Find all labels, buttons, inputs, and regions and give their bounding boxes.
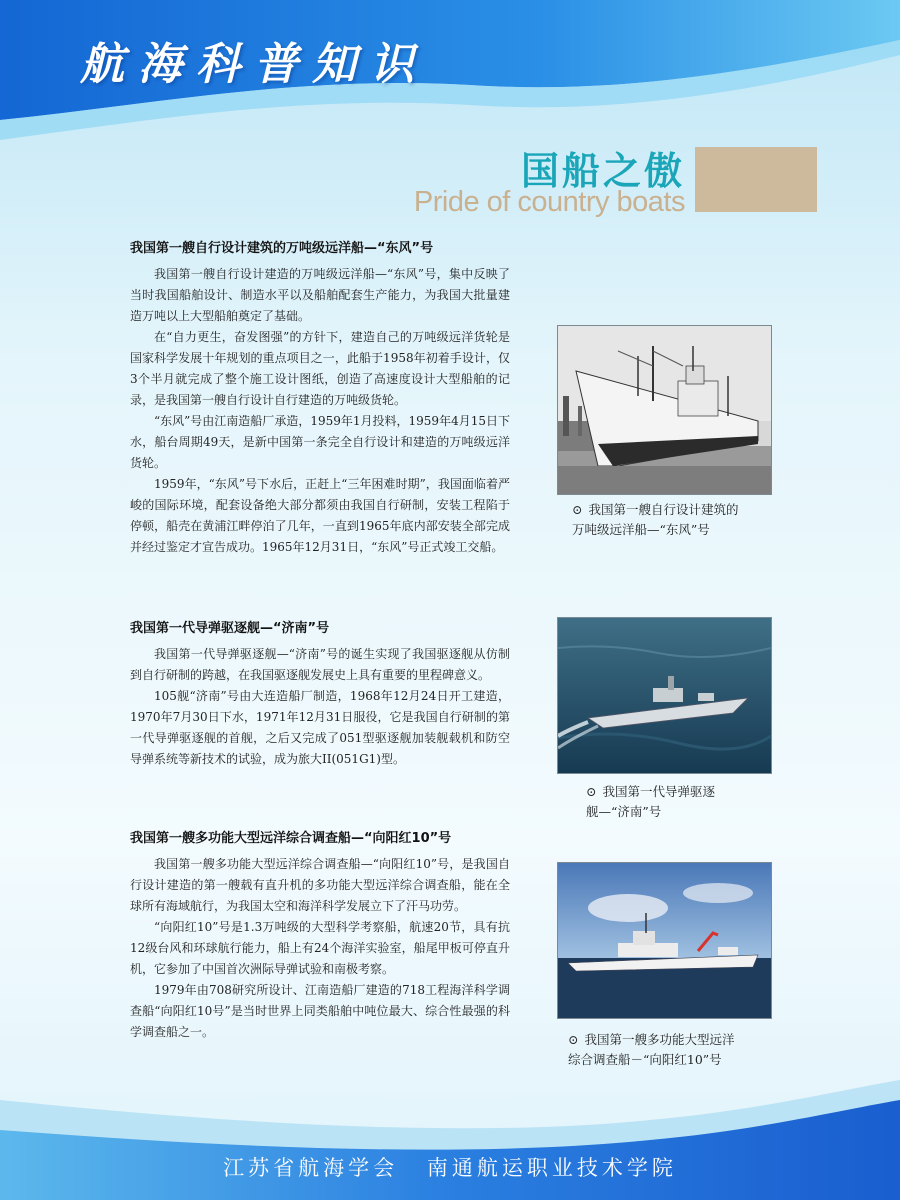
article-paragraph: 在“自力更生，奋发图强”的方针下，建造自己的万吨级远洋货轮是国家科学发展十年规划的重点项目之一，此船于1958年初着手设计，仅3个半月就完成了整个施工设计图纸，创造了高速度设计大型船舶的记录，是我国第一艘自行设计自行建造的万吨级货轮。	[130, 330, 510, 407]
article-paragraph: 105舰“济南”号由大连造船厂制造，1968年12月24日开工建造，1970年7月30日下水，1971年12月31日服役，它是我国自行研制的第一代导弹驱逐舰的首舰，之后又完成了051型驱逐舰加装舰载机和防空导弹系统等新技术的试验，成为旅大II(051G1)型。	[130, 689, 510, 766]
article-paragraph: 1979年由708研究所设计、江南造船厂建造的718工程海洋科学调查船“向阳红10号”是当时世界上同类船舶中吨位最大、综合性最强的科学调查船之一。	[130, 983, 510, 1039]
xiangyanghong-ship-photo	[557, 862, 772, 1019]
title-decorative-block	[695, 147, 817, 212]
article-jinan	[130, 618, 510, 770]
article-heading: 我国第一艘多功能大型远洋综合调查船—“向阳红10”号	[130, 831, 452, 846]
jinan-photo-caption	[586, 782, 776, 822]
caption-line: 我国第一代导弹驱逐	[602, 784, 715, 799]
article-paragraph: “向阳红10”号是1.3万吨级的大型科学考察船，航速20节，具有抗12级台风和环球航行能力，船上有24个海洋实验室，船尾甲板可停直升机，它参加了中国首次洲际导弹试验和南极考察。	[130, 920, 510, 976]
section-title-chinese: 国船之傲	[520, 148, 685, 193]
article-heading: 我国第一艘自行设计建筑的万吨级远洋船—“东风”号	[130, 241, 434, 256]
article-paragraph: 我国第一代导弹驱逐舰—“济南”号的诞生实现了我国驱逐舰从仿制到自行研制的跨越，在我国驱逐舰发展史上具有重要的里程碑意义。	[130, 647, 510, 682]
article-paragraph: 我国第一艘多功能大型远洋综合调查船—“向阳红10”号，是我国自行设计建造的第一艘载有直升机的多功能大型远洋综合调查船，能在全球所有海域航行，为我国太空和海洋科学发展立下了汗马功劳。	[130, 857, 510, 913]
article-heading: 我国第一代导弹驱逐舰—“济南”号	[130, 621, 330, 636]
page-header-title: 航海科普知识	[80, 39, 428, 90]
caption-line: 我国第一艘多功能大型远洋	[584, 1032, 735, 1047]
footer-org-nantong: 南通航运职业技术学院	[426, 1156, 677, 1180]
dongfeng-ship-photo	[557, 325, 772, 495]
article-xiangyanghong10	[130, 828, 510, 1043]
article-paragraph: “东风”号由江南造船厂承造，1959年1月投料，1959年4月15日下水，船台周期49天，是新中国第一条完全自行设计和建造的万吨级远洋货轮。	[130, 414, 510, 470]
footer-organizations	[0, 1152, 900, 1182]
caption-line: 我国第一艘自行设计建筑的	[588, 502, 739, 517]
caption-line: 舰—“济南”号	[586, 804, 662, 819]
article-paragraph: 我国第一艘自行设计建造的万吨级远洋船—“东风”号，集中反映了当时我国船舶设计、制造水平以及船舶配套生产能力，为我国大批量建造万吨以上大型船舶奠定了基础。	[130, 267, 510, 323]
caption-line: 综合调查船－“向阳红10”号	[568, 1052, 722, 1067]
jinan-destroyer-photo	[557, 617, 772, 774]
section-title-english: Pride of country boats	[413, 186, 685, 218]
article-paragraph: 1959年，“东风”号下水后，正赶上“三年困难时期”，我国面临着严峻的国际环境，配套设备绝大部分都须由我国自行研制，安装工程陷于停顿，船壳在黄浦江畔停泊了几年，一直到1965年底内部安装全部完成并经过鉴定才宣告成功。1965年12月31日，“东风”号正式竣工交船。	[130, 477, 510, 554]
article-dongfeng	[130, 238, 510, 558]
caption-line: 万吨级远洋船—“东风”号	[572, 522, 710, 537]
bullet-circle-icon: ⊙	[586, 784, 597, 799]
bullet-circle-icon: ⊙	[568, 1032, 579, 1047]
footer-org-jiangsu: 江苏省航海学会	[223, 1156, 399, 1180]
bullet-circle-icon: ⊙	[572, 502, 583, 517]
dongfeng-photo-caption	[572, 500, 782, 540]
